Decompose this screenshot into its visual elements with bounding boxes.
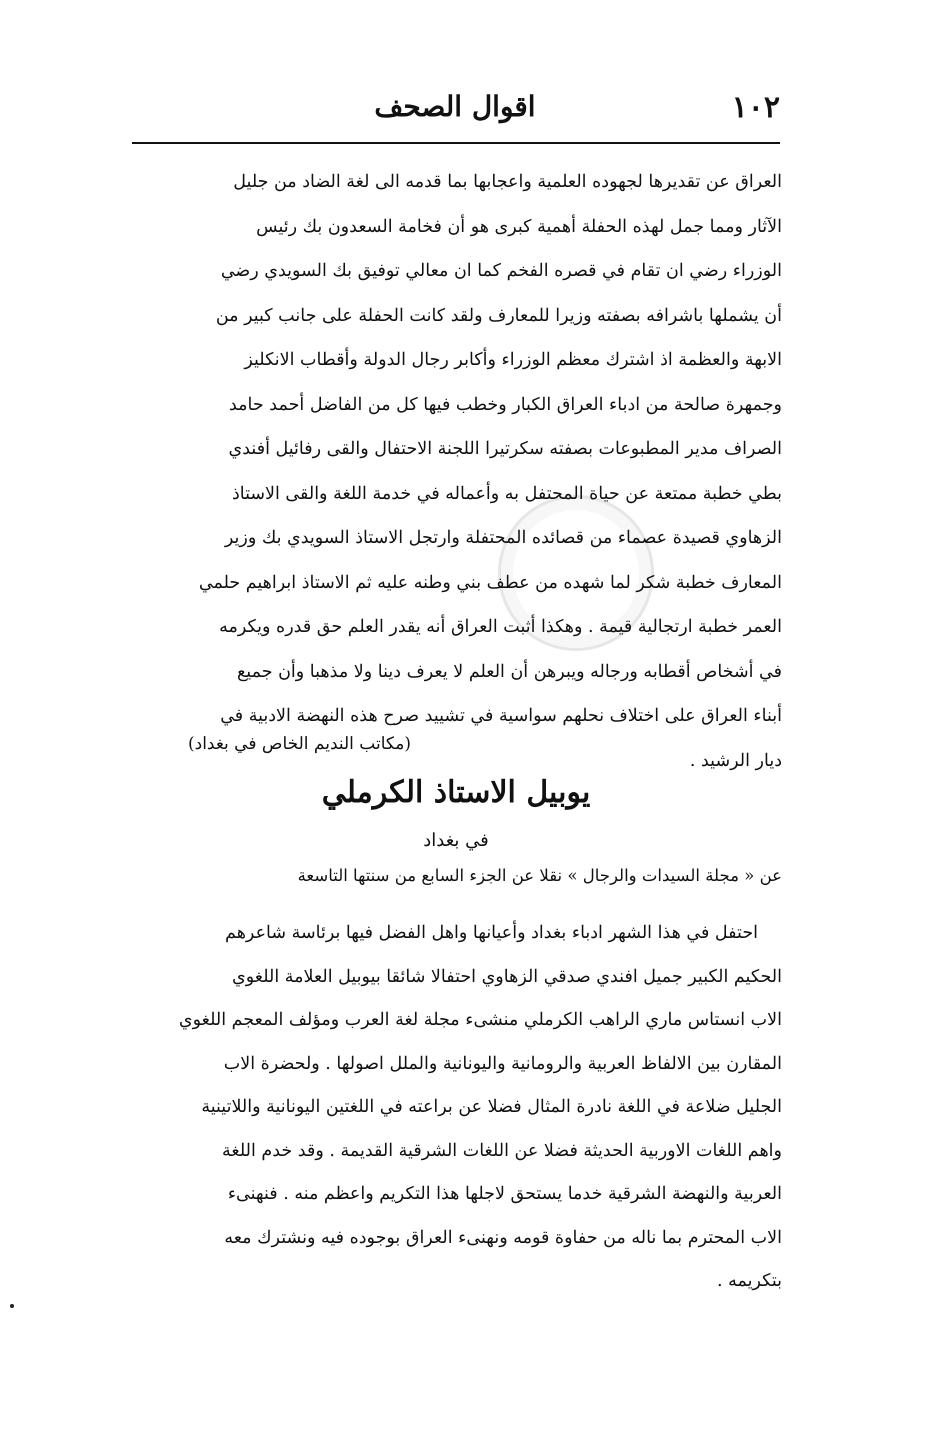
article-body-continued — [130, 160, 782, 783]
text-line: المقارن بين الالفاظ العربية والرومانية واليونانية والملل اصولها . ولحضرة الاب — [223, 1053, 782, 1074]
text-line: الآثار ومما جمل لهذه الحفلة أهمية كبرى هو أن فخامة السعدون بك رئيس — [256, 216, 782, 237]
section-title: يوبيل الاستاذ الكرملي — [321, 775, 591, 810]
text-line: وجمهرة صالحة من ادباء العراق الكبار وخطب فيها كل من الفاضل أحمد حامد — [229, 394, 782, 415]
section-source: عن « مجلة السيدات والرجال » نقلا عن الجزء السابع من سنتها التاسعة — [297, 866, 782, 885]
text-line: المعارف خطبة شكر لما شهده من عطف بني وطنه عليه ثم الاستاذ ابراهيم حلمي — [198, 572, 782, 593]
text-line: الابهة والعظمة اذ اشترك معظم الوزراء وأكابر رجال الدولة وأقطاب الانكليز — [244, 350, 782, 370]
article-body — [130, 912, 782, 1304]
text-line: الحكيم الكبير جميل افندي صدقي الزهاوي احتفالا شائقا بيوبيل العلامة اللغوي — [232, 966, 782, 987]
section-place: في بغداد — [423, 830, 489, 851]
text-line: بطي خطبة ممتعة عن حياة المحتفل به وأعماله في خدمة اللغة والقى الاستاذ — [231, 483, 782, 504]
header-rule — [132, 142, 780, 144]
running-title: اقوال الصحف — [374, 90, 536, 123]
text-line: الزهاوي قصيدة عصماء من قصائده المحتفلة وارتجل الاستاذ السويدي بك وزير — [224, 528, 782, 548]
text-line: الاب المحترم بما ناله من حفاوة قومه ونهنىء العراق بوجوده فيه ونشترك معه — [224, 1227, 782, 1248]
text-line: الوزراء رضي ان تقام في قصره الفخم كما ان معالي توفيق بك السويدي رضي — [220, 261, 782, 281]
page-header — [130, 88, 780, 134]
text-line: أن يشملها باشرافه بصفته وزيرا للمعارف ولقد كانت الحفلة على جانب كبير من — [215, 305, 782, 326]
text-line: احتفل في هذا الشهر ادباء بغداد وأعيانها واهل الفضل فيها برئاسة شاعرهم — [225, 923, 758, 943]
text-line: الصراف مدير المطبوعات بصفته سكرتيرا اللجنة الاحتفال والقى رفائيل أفندي — [228, 439, 782, 459]
text-line: ديار الرشيد . — [689, 750, 782, 771]
text-line: الجليل ضلاعة في اللغة نادرة المثال فضلا عن براعته في اللغتين اليونانية واللاتينية — [201, 1097, 782, 1117]
text-line: الاب انستاس ماري الراهب الكرملي منشىء مجلة لغة العرب ومؤلف المعجم اللغوي — [178, 1010, 782, 1030]
text-line: العراق عن تقديرها لجهوده العلمية واعجابها بما قدمه الى لغة الضاد من جليل — [233, 172, 782, 192]
text-line: العمر خطبة ارتجالية قيمة . وهكذا أثبت العراق أنه يقدر العلم حق قدره ويكرمه — [219, 617, 782, 637]
article-attribution: (مكاتب النديم الخاص في بغداد) — [188, 734, 412, 754]
page-number: ١٠٢ — [731, 90, 780, 125]
scan-speck — [10, 1304, 14, 1308]
text-line: العربية والنهضة الشرقية خدما يستحق لاجلها هذا التكريم واعظم منه . فنهنىء — [227, 1184, 782, 1204]
text-line: في أشخاص أقطابه ورجاله ويبرهن أن العلم لا يعرف دينا ولا مذهبا وأن جميع — [236, 661, 782, 682]
text-line: بتكريمه . — [717, 1271, 782, 1291]
text-line: أبناء العراق على اختلاف نحلهم سواسية في تشييد صرح هذه النهضة الادبية في — [220, 706, 782, 726]
text-line: واهم اللغات الاوربية الحديثة فضلا عن اللغات الشرقية القديمة . وقد خدم اللغة — [222, 1140, 782, 1161]
